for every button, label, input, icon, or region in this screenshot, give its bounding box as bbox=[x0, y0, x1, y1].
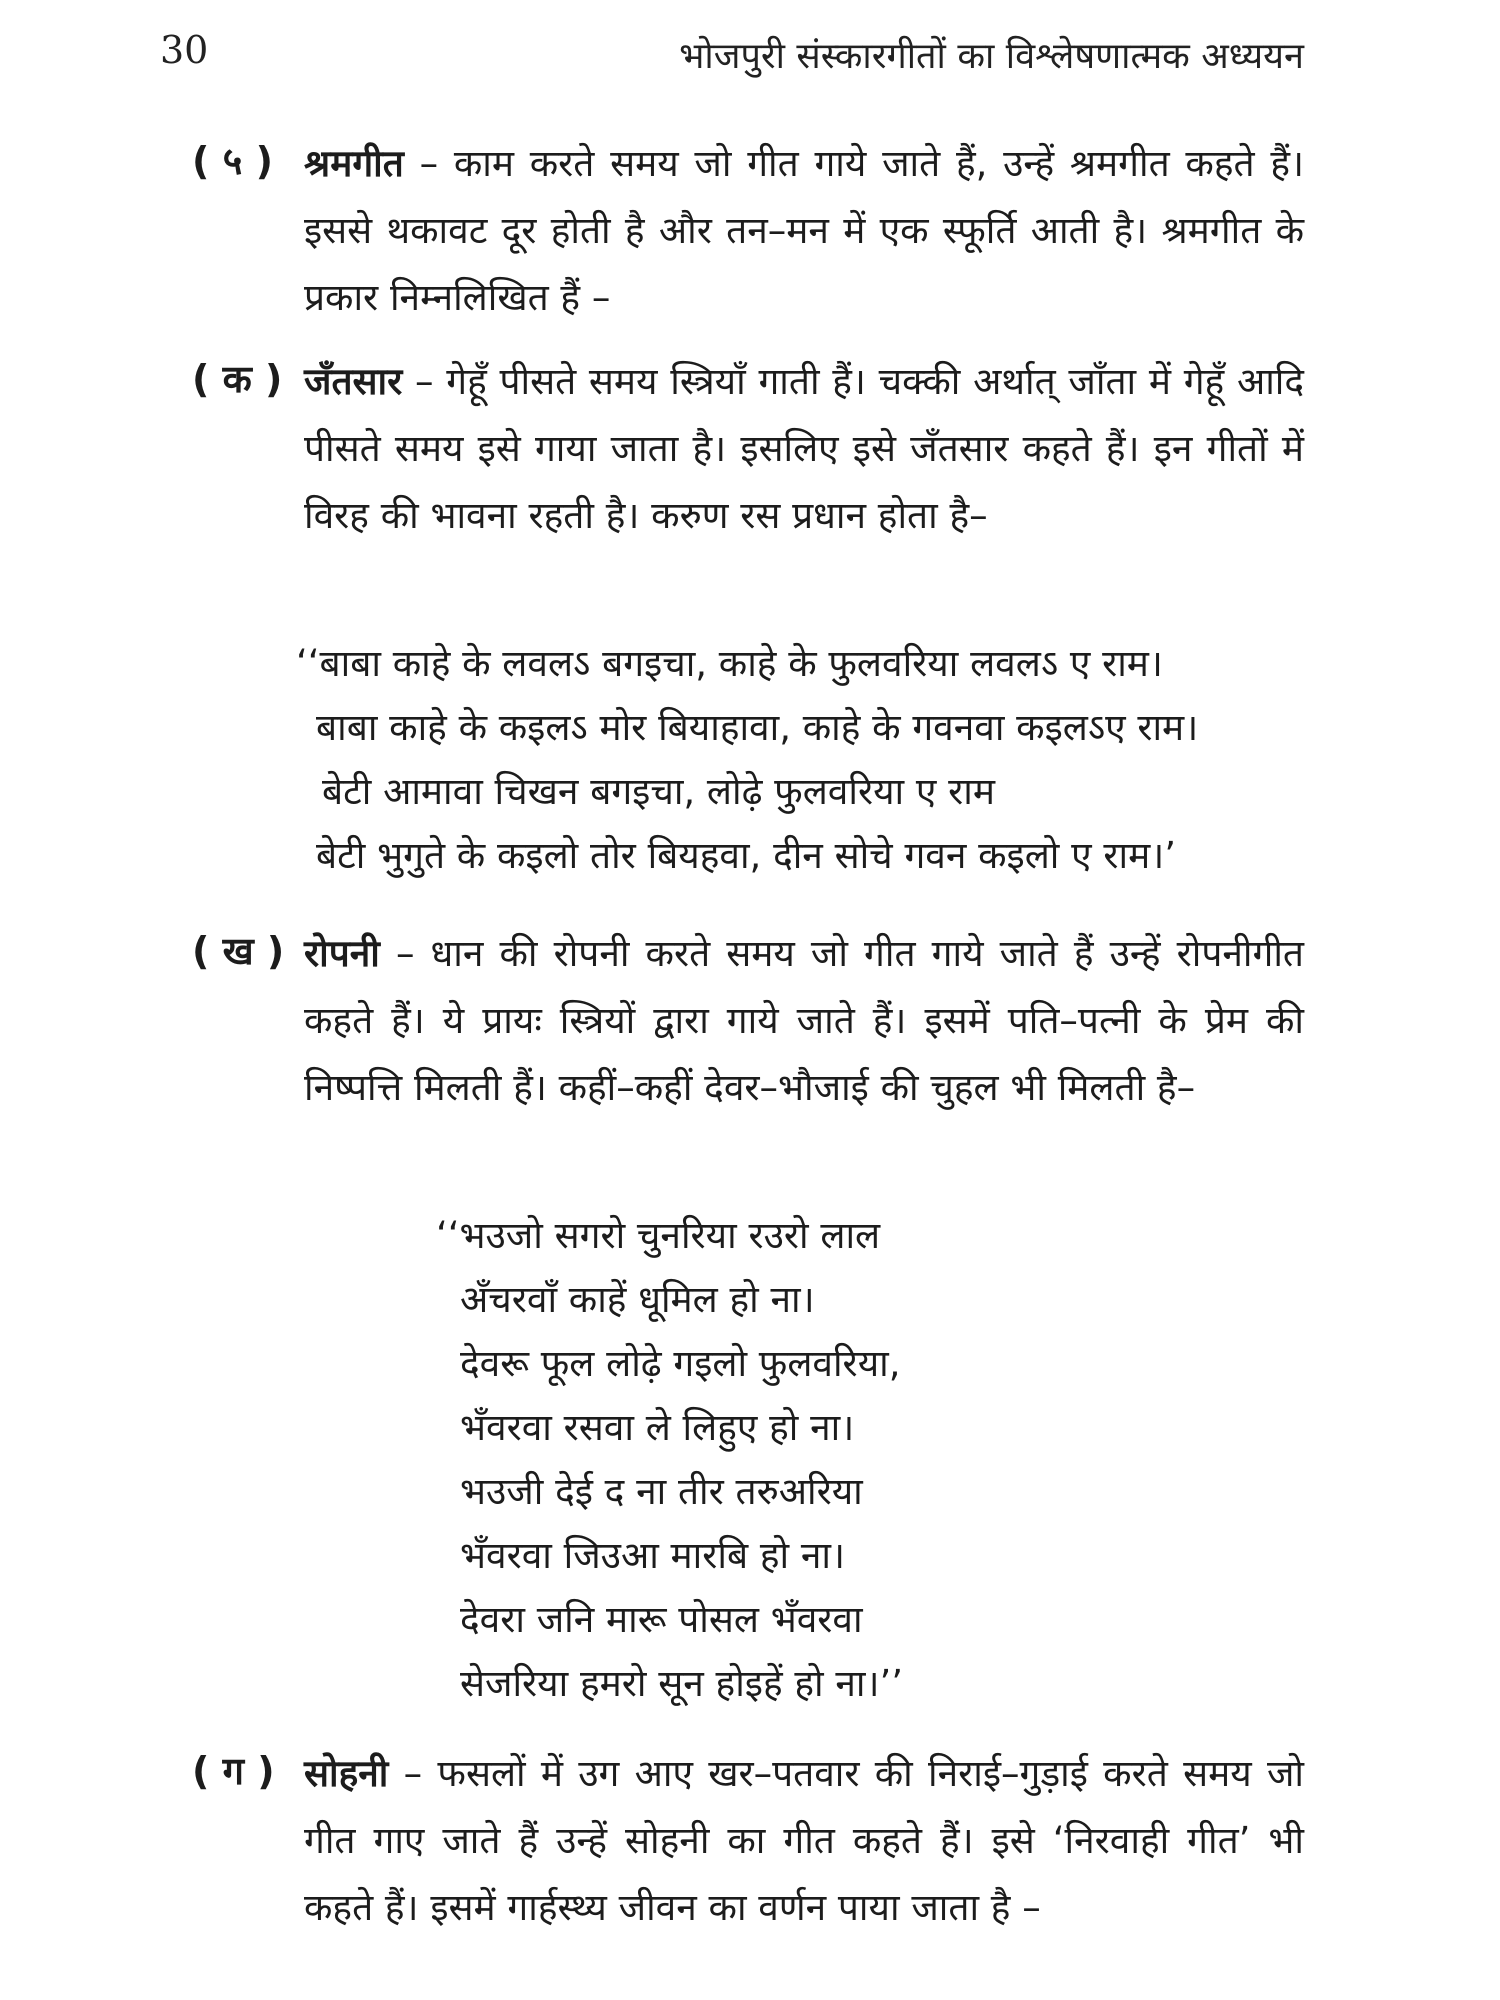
section-term: सोहनी bbox=[304, 1752, 389, 1795]
verse-line: सेजरिया हमरो सून होइहें हो ना।’’ bbox=[460, 1662, 904, 1705]
section-sohani bbox=[192, 1740, 1304, 1941]
section-ropani bbox=[192, 920, 1304, 1121]
section-jantsar bbox=[192, 348, 1304, 549]
section-shramgeet bbox=[192, 130, 1304, 331]
verse-line: देवरू फूल लोढ़े गइलो फुलवरिया, bbox=[460, 1342, 901, 1385]
section-body bbox=[304, 920, 1304, 1121]
section-body bbox=[304, 130, 1304, 331]
section-term: रोपनी bbox=[304, 932, 380, 975]
section-text: – गेहूँ पीसते समय स्त्रियाँ गाती हैं। चक्की अर्थात् जाँता में गेहूँ आदि पीसते समय इसे गाया जाता है। इसलिए इसे जँतसार कहते हैं। इन गीतों में विरह की भावना रहती है। करुण रस प्रधान होता है– bbox=[304, 360, 1304, 537]
section-marker: ( ख ) bbox=[192, 929, 285, 973]
section-marker: ( क ) bbox=[192, 357, 283, 401]
verse-block-jantsar bbox=[296, 632, 1198, 888]
section-text: – फसलों में उग आए खर–पतवार की निराई–गुड़ाई करते समय जो गीत गाए जाते हैं उन्हें सोहनी का गीत कहते हैं। इसे ‘निरवाही गीत’ भी कहते हैं। इसमें गार्हस्थ्य जीवन का वर्णन पाया जाता है – bbox=[304, 1752, 1304, 1929]
section-term: श्रमगीत bbox=[304, 142, 404, 185]
verse-line: बेटी आमावा चिखन बगइचा, लोढ़े फुलवरिया ए राम bbox=[322, 770, 995, 813]
section-marker: ( ग ) bbox=[192, 1749, 275, 1793]
verse-block-ropani bbox=[436, 1204, 903, 1716]
section-body bbox=[304, 348, 1304, 549]
verse-line: भँवरवा जिउआ मारबि हो ना। bbox=[460, 1534, 845, 1577]
section-term: जँतसार bbox=[304, 360, 403, 403]
page-number: 30 bbox=[160, 28, 209, 72]
verse-line: अँचरवाँ काहें धूमिल हो ना। bbox=[460, 1278, 815, 1321]
verse-line: ‘‘भउजो सगरो चुनरिया रउरो लाल bbox=[436, 1214, 881, 1257]
section-text: – धान की रोपनी करते समय जो गीत गाये जाते हैं उन्हें रोपनीगीत कहते हैं। ये प्रायः स्त्रियों द्वारा गाये जाते हैं। इसमें पति–पत्नी के प्रेम की निष्पत्ति मिलती हैं। कहीं–कहीं देवर–भौजाई की चुहल भी मिलती है– bbox=[304, 932, 1304, 1109]
running-title: भोजपुरी संस्कारगीतों का विश्लेषणात्मक अध्ययन bbox=[679, 36, 1304, 77]
verse-line: बेटी भुगुते के कइलो तोर बियहवा, दीन सोचे गवन कइलो ए राम।’ bbox=[316, 834, 1177, 877]
section-marker: ( ५ ) bbox=[192, 139, 273, 183]
verse-line: भउजी देई द ना तीर तरुअरिया bbox=[460, 1470, 863, 1513]
verse-line: ‘‘बाबा काहे के लवलऽ बगइचा, काहे के फुलवरिया लवलऽ ए राम। bbox=[296, 642, 1163, 685]
section-body bbox=[304, 1740, 1304, 1941]
verse-line: बाबा काहे के कइलऽ मोर बियाहावा, काहे के गवनवा कइलऽए राम। bbox=[316, 706, 1199, 749]
verse-line: भँवरवा रसवा ले लिहुए हो ना। bbox=[460, 1406, 855, 1449]
section-text: – काम करते समय जो गीत गाये जाते हैं, उन्हें श्रमगीत कहते हैं। इससे थकावट दूर होती है और तन–मन में एक स्फूर्ति आती है। श्रमगीत के प्रकार निम्नलिखित हैं – bbox=[304, 142, 1304, 319]
verse-line: देवरा जनि मारू पोसल भँवरवा bbox=[460, 1598, 863, 1641]
